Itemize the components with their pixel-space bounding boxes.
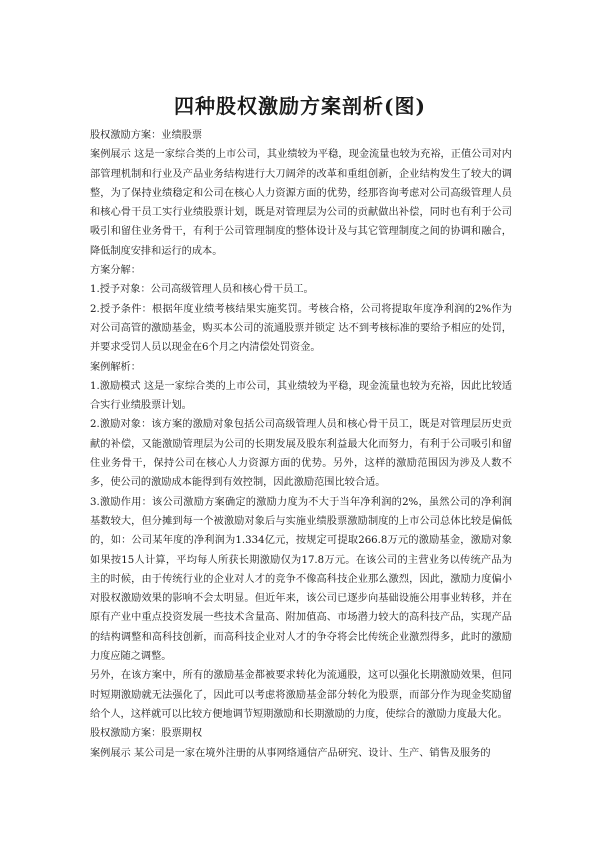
section-heading: 股权激励方案：股票期权 <box>90 728 203 740</box>
section-heading: 股权激励方案：业绩股票 <box>90 130 203 141</box>
section-subheading: 方案分解： <box>90 265 141 277</box>
case-paragraph: 案例展示 这是一家综合类的上市公司，其业绩较为平稳，现金流量也较为充裕，正值公司对内部管理机制和行业及产品业务结构进行大刀阔斧的改革和重组创新，企业结构发生了较大的调整，为了保持业绩稳定和公司在核心人力资源方面的优势，经那咨询考虑对公司高级管理人员和核心骨干员工实行业绩股票计划，既是对管理层为公司的贡献做出补偿，同时也有利于公司吸引和留住业务骨干，有利于公司管理制度的整体设计及与其它管理制度之间的协调和融合，降低制度安排和运行的成本。 <box>90 149 512 257</box>
document-title: 四种股权激励方案剖析(图) <box>174 94 426 118</box>
section-subheading: 案例解析： <box>90 361 141 373</box>
list-item: 1.激励模式 这是一家综合类的上市公司，其业绩较为平稳，现金流量也较为充裕，因此比较适合实行业绩股票计划。 <box>90 380 512 412</box>
list-item: 2.激励对象：该方案的激励对象包括公司高级管理人员和核心骨干员工，既是对管理层历史贡献的补偿，又能激励管理层为公司的长期发展及股东利益最大化而努力，有利于公司吸引和留住业务骨干，保持公司在核心人力资源方面的优势。另外，这样的激励范围因为涉及人数不多，使公司的激励成本能得到有效控制，因此激励范围比较合适。 <box>90 419 512 489</box>
body-paragraph: 另外，在该方案中，所有的激励基金都被要求转化为流通股，这可以强化长期激励效果，但同时短期激励就无法强化了，因此可以考虑将激励基金部分转化为股票，而部分作为现金奖励留给个人，这样就可以比较方便地调节短期激励和长期激励的力度，使综合的激励力度最大化。 <box>90 670 512 720</box>
document-body <box>90 126 512 763</box>
list-item: 1.授予对象：公司高级管理人员和核心骨干员工。 <box>90 284 314 296</box>
list-item: 2.授予条件：根据年度业绩考核结果实施奖罚。考核合格，公司将提取年度净利润的2%作为对公司高管的激励基金，购买本公司的流通股票并锁定 达不到考核标准的要给予相应的处罚，并要求受罚人员以现金在6个月之内清偿处罚资金。 <box>90 303 512 354</box>
case-paragraph: 案例展示 某公司是一家在境外注册的从事网络通信产品研究、设计、生产、销售及服务的 <box>90 747 491 759</box>
list-item: 3.激励作用：该公司激励方案确定的激励力度为不大于当年净利润的2%，虽然公司的净利润基数较大，但分摊到每一个被激励对象后与实施业绩股票激励制度的上市公司总体比较是偏低的，如：公司某年度的净利润为1.334亿元，按规定可提取266.8万元的激励基金，激励对象如果按15人计算，平均每人所获长期激励仅为17.8万元。在该公司的主营业务以传统产品为主的时候，由于传统行业的企业对人才的竞争不像高科技企业那么激烈，因此，激励力度偏小对股权激励效果的影响不会太明显。但近年来，该公司已逐步向基础设施公用事业转移，并在原有产业中重点投资发展一些技术含量高、附加值高、市场潜力较大的高科技产品，实现产品的结构调整和高科技创新，而高科技企业对人才的争夺将会比传统企业激烈得多，此时的激励力度应随之调整。 <box>90 496 512 663</box>
